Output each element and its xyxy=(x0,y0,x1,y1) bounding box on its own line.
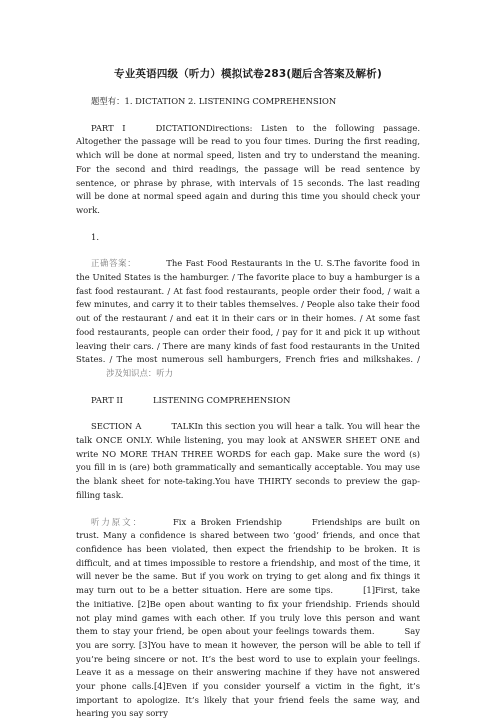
part1-heading: PART I xyxy=(91,122,126,133)
part1-paragraph xyxy=(76,122,420,218)
part2-title: LISTENING COMPREHENSION xyxy=(152,394,291,405)
transcript-label: 听力原文： xyxy=(91,516,143,527)
section-a-text: TALKIn this section you will hear a talk. You will hear the talk ONCE ONLY. While listening, you may look at ANSWER SHEET ONE and write NO MORE THAN THREE WORDS for each gap. Make sure the word (s) you fill in is (are) both grammatically and semantically acceptable. You may use the blank sheet for note-taking.You have THIRTY seconds to preview the gap-filling task. xyxy=(76,421,420,500)
section-a-heading: SECTION A xyxy=(91,421,142,432)
section-a-paragraph xyxy=(76,420,420,502)
knowledge-point-label: 涉及知识点：听力 xyxy=(106,367,173,378)
transcript-paragraph xyxy=(76,516,420,721)
answer-paragraph xyxy=(76,257,420,380)
transcript-body-2: [1]First, take the initiative. [2]Be open about wanting to fix your friendship. Friends should not play mind games with each other. If you truly love this person and want them to stay your friend, be open about your feelings towards them. xyxy=(76,585,420,637)
answer-label: 正确答案： xyxy=(91,258,137,269)
transcript-body-3: Say you are sorry. [3]You have to mean it however, the person will be able to tell if you’re being sincere or not. It’s the best word to use to explain your feelings. Leave it as a message on their answering machine if they have not answered your phone calls.[4]Even if you consider yourself a victim in the fight, it’s important to apologize. It’s likely that your friend feels the same way, and hearing you say sorry xyxy=(76,626,420,719)
question-number: 1. xyxy=(91,231,99,242)
transcript-body-1: Friendships are built on trust. Many a confidence is shared between two ‘good’ friends, and once that confidence has been violated, then expect the friendship to be broken. It is difficult, and at times impossible to restore a friendship, and most of the time, it will never be the same. But if you work on trying to get along and fix things it may turn out to be a better situation. Here are some tips. xyxy=(76,516,420,596)
transcript-title: Fix a Broken Friendship xyxy=(173,516,282,527)
answer-text: The Fast Food Restaurants in the U. S.The favorite food in the United States is the hamburger. / The favorite place to buy a hamburger is a fast food restaurant. / At fast food restaurants, people order their food, / wait a few minutes, and carry it to their tables themselves. / People also take their food out of the restaurant / and eat it in their cars or in their homes. / At some fast food restaurants, people can order their food, / pay for it and pick it up without leaving their cars. / There are many kinds of fast food restaurants in the United States. / The most numerous sell hamburgers, French fries and milkshakes. / xyxy=(76,258,421,365)
part1-directions: DICTATIONDirections: Listen to the following passage. Altogether the passage will be read to you four times. During the first reading, which will be done at normal speed, listen and try to understand the meaning. For the second and third readings, the passage will be read sentence by sentence, or phrase by phrase, with intervals of 15 seconds. The last reading will be done at normal speed again and during this time you should check your work. xyxy=(76,122,420,215)
part2-heading-line xyxy=(76,394,420,408)
part2-heading: PART II xyxy=(91,394,123,405)
document-title: 专业英语四级（听力）模拟试卷283(题后含答案及解析) xyxy=(114,68,382,80)
question-types-line: 题型有：1. DICTATION 2. LISTENING COMPREHENSION xyxy=(91,96,337,106)
document-body xyxy=(76,95,420,721)
